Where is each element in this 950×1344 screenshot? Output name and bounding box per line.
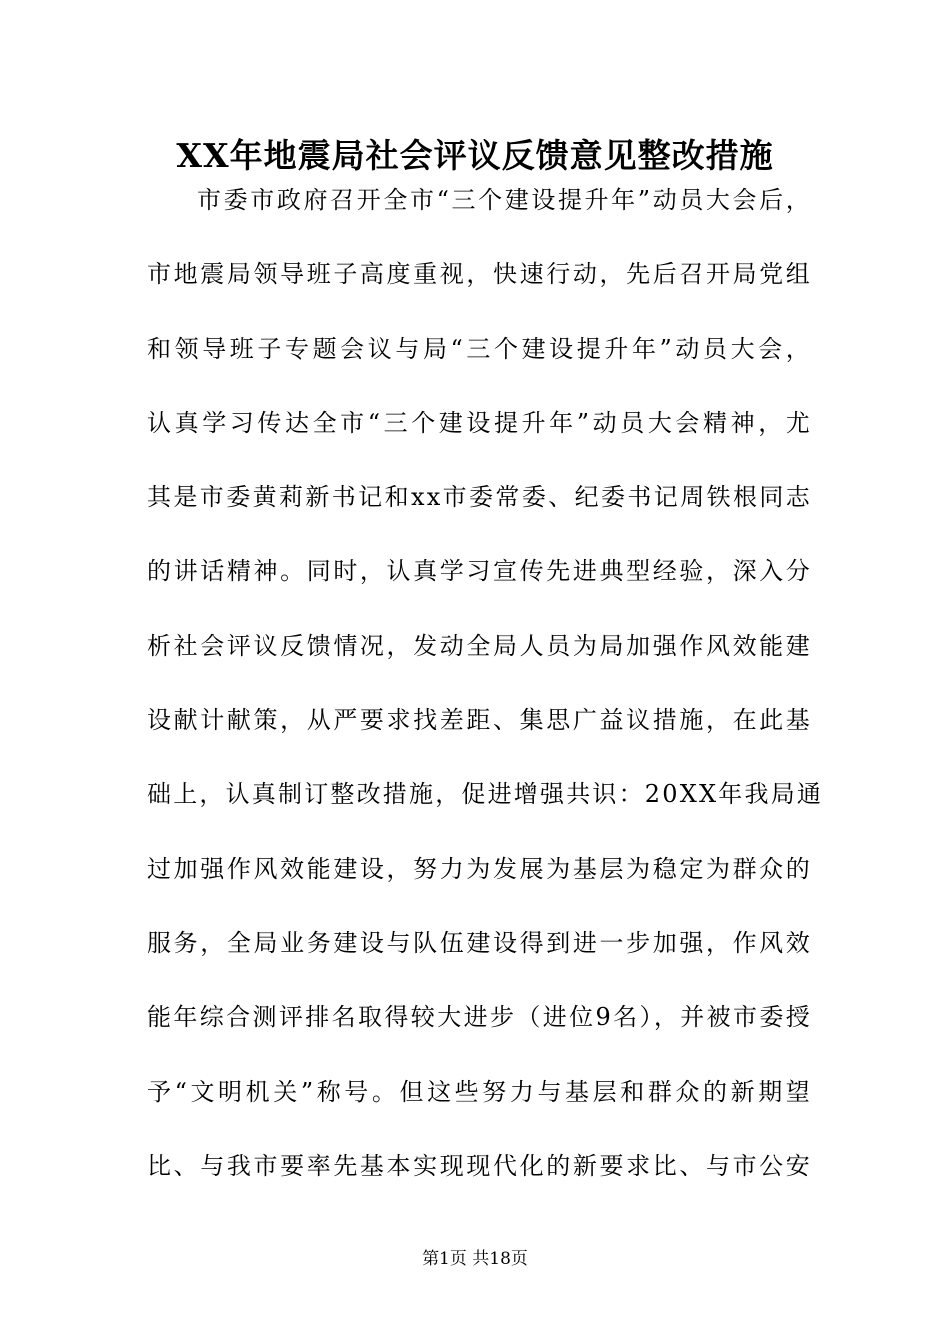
body-line: 能年综合测评排名取得较大进步（进位9名），并被市委授	[147, 1003, 812, 1032]
body-line: 市委市政府召开全市“三个建设提升年”动员大会后，	[197, 186, 812, 214]
body-line: 市地震局领导班子高度重视，快速行动，先后召开局党组	[147, 260, 812, 289]
document-body	[147, 180, 824, 1220]
body-line: 予“文明机关”称号。但这些努力与基层和群众的新期望	[147, 1077, 812, 1106]
body-line: 服务，全局业务建设与队伍建设得到进一步加强，作风效	[147, 928, 812, 957]
body-line: 其是市委黄莉新书记和xx市委常委、纪委书记周铁根同志	[147, 483, 812, 512]
body-line: 认真学习传达全市“三个建设提升年”动员大会精神，尤	[147, 408, 812, 437]
body-line: 的讲话精神。同时，认真学习宣传先进典型经验，深入分	[147, 557, 812, 586]
page-footer: 第1页 共18页	[422, 1249, 528, 1269]
body-line: 设献计献策，从严要求找差距、集思广益议措施，在此基	[147, 706, 812, 735]
body-line: 础上，认真制订整改措施，促进增强共识：20XX年我局通	[147, 780, 824, 809]
body-line: 过加强作风效能建设，努力为发展为基层为稳定为群众的	[147, 854, 812, 883]
body-line: 比、与我市要率先基本实现现代化的新要求比、与市公安	[147, 1151, 812, 1180]
document-title: XX年地震局社会评议反馈意见整改措施	[176, 136, 774, 175]
body-line: 和领导班子专题会议与局“三个建设提升年”动员大会，	[147, 334, 812, 363]
body-line: 析社会评议反馈情况，发动全局人员为局加强作风效能建	[147, 631, 812, 660]
